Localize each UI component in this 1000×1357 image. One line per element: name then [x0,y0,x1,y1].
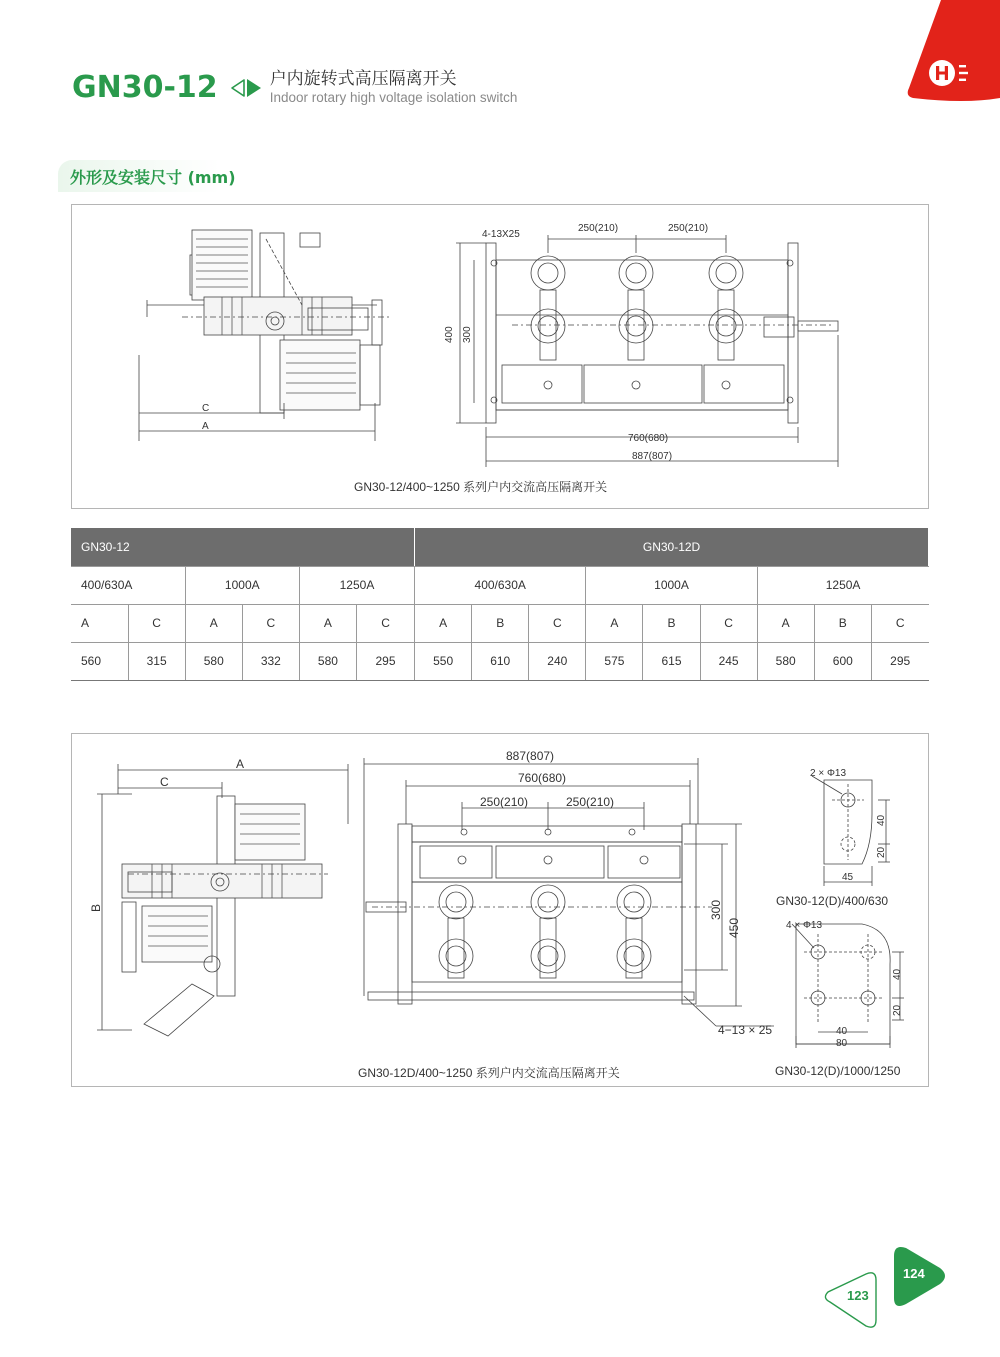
plate-large-dim-40h: 40 [836,1026,848,1037]
plate-large-label: GN30-12(D)/1000/1250 [775,1064,901,1078]
col-header: B [814,604,871,642]
col-header: A [71,604,128,642]
dimension-table [71,528,929,681]
group-gn30-12: GN30-12 [71,528,415,566]
triangle-arrow-icon [228,76,264,100]
plate-large-dim-20: 20 [892,1004,903,1016]
value-cell: 550 [415,642,472,680]
bottom-drawing-panel [71,733,929,1087]
value-cell: 332 [242,642,299,680]
dim-label-a: A [202,421,209,432]
col-header: C [871,604,928,642]
plate-small-holes: 2 × Φ13 [810,768,847,779]
dim-width-887: 887(807) [506,749,555,763]
value-cell: 295 [871,642,928,680]
group-gn30-12d: GN30-12D [415,528,929,566]
rating-cell: 1250A [299,566,414,604]
dim-width-887: 887(807) [632,451,673,462]
value-cell: 295 [356,642,414,680]
dim-pitch-2: 250(210) [668,223,709,234]
dim-height-300: 300 [462,326,473,343]
rating-cell: 1000A [586,566,757,604]
value-cell: 315 [128,642,185,680]
dim-label-c: C [202,403,210,414]
col-header: C [128,604,185,642]
dim-label-b: B [89,903,103,912]
brand-logo-badge [905,0,1000,104]
value-cell: 560 [71,642,128,680]
plate-large-dim-40v: 40 [892,968,903,980]
model-code: GN30-12 [72,70,218,106]
dim-label-a: A [236,757,245,771]
value-cell: 580 [757,642,814,680]
dim-holes: 4−13 × 25 [718,1023,773,1037]
value-cell: 600 [814,642,871,680]
col-header: C [529,604,586,642]
dim-pitch-1: 250(210) [578,223,619,234]
plate-small-label: GN30-12(D)/400/630 [776,894,889,908]
value-cell: 615 [643,642,700,680]
rating-cell: 400/630A [415,566,586,604]
dim-height-400: 400 [444,326,455,343]
dim-label-c: C [160,775,169,789]
dim-holes: 4-13X25 [482,229,520,240]
page-header [72,70,517,105]
plate-small-dim-40: 40 [876,814,887,826]
col-header: A [757,604,814,642]
value-cell: 580 [299,642,356,680]
col-header: A [185,604,242,642]
plate-large-holes: 4 × Φ13 [786,920,823,931]
dim-width-760: 760(680) [518,771,567,785]
front-view-drawing [486,243,838,423]
value-cell: 245 [700,642,757,680]
plate-small-dim-45: 45 [842,872,854,883]
top-drawing-caption: GN30-12/400~1250 系列户内交流高压隔离开关 [354,480,608,494]
col-header: B [643,604,700,642]
table-rating-row [71,566,929,604]
table-group-row [71,528,929,566]
front-view-d-drawing [366,824,712,1004]
col-header: A [415,604,472,642]
col-header: C [242,604,299,642]
top-technical-drawing [72,205,930,510]
table-value-row [71,642,929,680]
table-column-row [71,604,929,642]
footer-decoration [640,1140,1000,1357]
dim-width-760: 760(680) [628,433,669,444]
bottom-technical-drawing [72,734,930,1088]
bottom-drawing-caption: GN30-12D/400~1250 系列户内交流高压隔离开关 [358,1066,620,1080]
dim-height-450: 450 [727,917,741,938]
col-header: C [700,604,757,642]
dim-pitch-2: 250(210) [566,795,615,809]
rating-cell: 1250A [757,566,928,604]
plate-small-drawing [812,776,890,886]
title-english: Indoor rotary high voltage isolation switch [269,89,518,105]
col-header: A [586,604,643,642]
dim-height-300: 300 [709,899,723,920]
section-title: 外形及安装尺寸 (mm) [58,160,248,192]
value-cell: 240 [529,642,586,680]
rating-cell: 400/630A [71,566,185,604]
rating-cell: 1000A [185,566,299,604]
title-chinese: 户内旋转式高压隔离开关 [269,69,457,89]
page-number-right: 124 [903,1266,925,1281]
value-cell: 580 [185,642,242,680]
col-header: C [356,604,414,642]
col-header: A [299,604,356,642]
value-cell: 575 [586,642,643,680]
col-header: B [472,604,529,642]
plate-small-dim-20: 20 [876,846,887,858]
plate-large-drawing [792,924,904,1048]
dim-pitch-1: 250(210) [480,795,529,809]
side-view-drawing [147,230,392,413]
top-drawing-panel [71,204,929,509]
value-cell: 610 [472,642,529,680]
side-view-d-drawing [97,764,348,1036]
page-number-left: 123 [847,1288,869,1303]
plate-large-dim-80: 80 [836,1038,848,1049]
